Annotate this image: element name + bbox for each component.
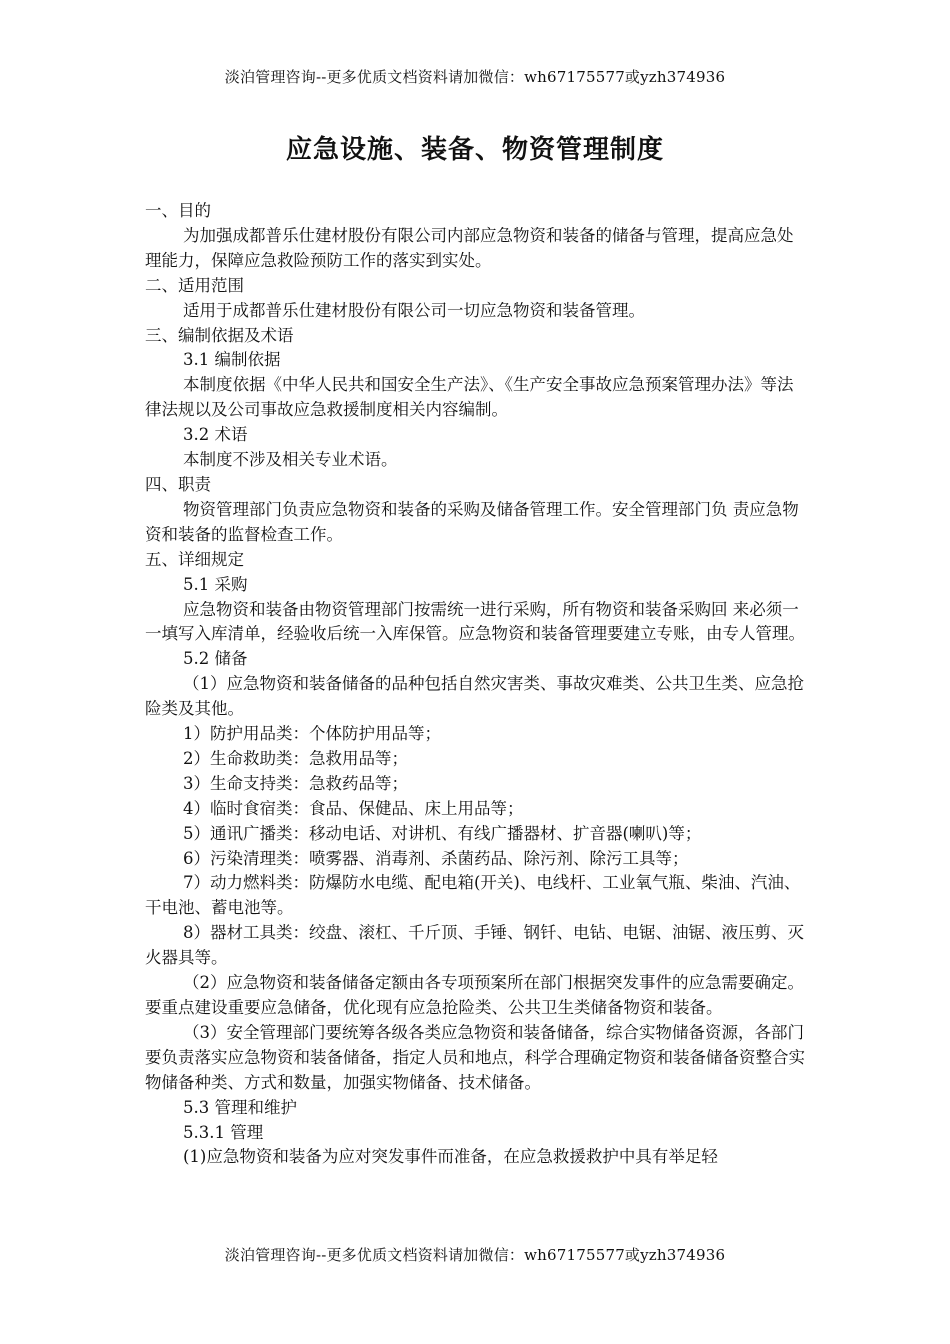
list-item: 1）防护用品类：个体防护用品等；: [183, 724, 441, 744]
list-item: 2）生命救助类：急救用品等；: [183, 748, 408, 768]
list-item: 5）通讯广播类：移动电话、对讲机、有线广播器材、扩音器(喇叭)等；: [183, 823, 702, 843]
paragraph: (1)应急物资和装备为应对突发事件而准备，在应急救援救护中具有举足轻: [183, 1147, 718, 1167]
list-item: 4）临时食宿类：食品、保健品、床上用品等；: [183, 798, 524, 818]
document-title: 应急设施、装备、物资管理制度: [285, 135, 664, 165]
list-item: 6）污染清理类：喷雾器、消毒剂、杀菌药品、除污剂、除污工具等；: [183, 848, 689, 868]
paragraph: 应急物资和装备由物资管理部门按需统一进行采购，所有物资和装备采购回 来必须一一填写入库清单，经验收后统一入库保管。应急物资和装备管理要建立专账，由专人管理。: [145, 599, 805, 644]
paragraph: 本制度依据《中华人民共和国安全生产法》、《生产安全事故应急预案管理办法》等法律法规以及公司事故应急救援制度相关内容编制。: [145, 375, 794, 420]
paragraph: 为加强成都普乐仕建材股份有限公司内部应急物资和装备的储备与管理，提高应急处理能力，保障应急救险预防工作的落实到实处。: [145, 225, 794, 270]
subsection-heading: 5.3.1 管理: [183, 1122, 264, 1142]
section-heading: 一、目的: [145, 201, 211, 220]
subsection-heading: 3.2 术语: [183, 425, 248, 445]
page-header: 淡泊管理咨询--更多优质文档资料请加微信：wh67175577或yzh374936: [224, 68, 726, 86]
paragraph: （1）应急物资和装备储备的品种包括自然灾害类、事故灾难类、公共卫生类、应急抢险类及其他。: [145, 674, 804, 719]
paragraph: （3）安全管理部门要统筹各级各类应急物资和装备储备，综合实物储备资源，各部门要负责落实应急物资和装备储备，指定人员和地点，科学合理确定物资和装备储备资整合实物储备种类、方式和数量，加强实物储备、技术储备。: [145, 1022, 805, 1092]
section-heading: 三、编制依据及术语: [145, 325, 294, 345]
section-heading: 五、详细规定: [145, 549, 244, 569]
list-item: 3）生命支持类：急救药品等；: [183, 773, 408, 793]
page-footer: 淡泊管理咨询--更多优质文档资料请加微信：wh67175577或yzh374936: [224, 1246, 726, 1264]
list-item: 8）器材工具类：绞盘、滚杠、千斤顶、手锤、钢钎、电钻、电锯、油锯、液压剪、灭火器具等。: [145, 923, 804, 968]
subsection-heading: 5.1 采购: [183, 574, 248, 594]
paragraph: （2）应急物资和装备储备定额由各专项预案所在部门根据突发事件的应急需要确定。要重点建设重要应急储备，优化现有应急抢险类、公共卫生类储备物资和装备。: [145, 973, 804, 1017]
list-item: 7）动力燃料类：防爆防水电缆、配电箱(开关)、电线杆、工业氧气瓶、柴油、汽油、干电池、蓄电池等。: [145, 873, 801, 918]
section-heading: 二、适用范围: [145, 275, 244, 295]
document-body: [145, 199, 805, 1170]
paragraph: 适用于成都普乐仕建材股份有限公司一切应急物资和装备管理。: [183, 300, 645, 320]
subsection-heading: 5.2 储备: [183, 649, 248, 669]
section-heading: 四、职责: [145, 474, 211, 494]
paragraph: 物资管理部门负责应急物资和装备的采购及储备管理工作。安全管理部门负 责应急物资和装备的监督检查工作。: [145, 499, 799, 544]
subsection-heading: 3.1 编制依据: [183, 350, 281, 370]
subsection-heading: 5.3 管理和维护: [183, 1097, 297, 1117]
paragraph: 本制度不涉及相关专业术语。: [183, 450, 398, 470]
